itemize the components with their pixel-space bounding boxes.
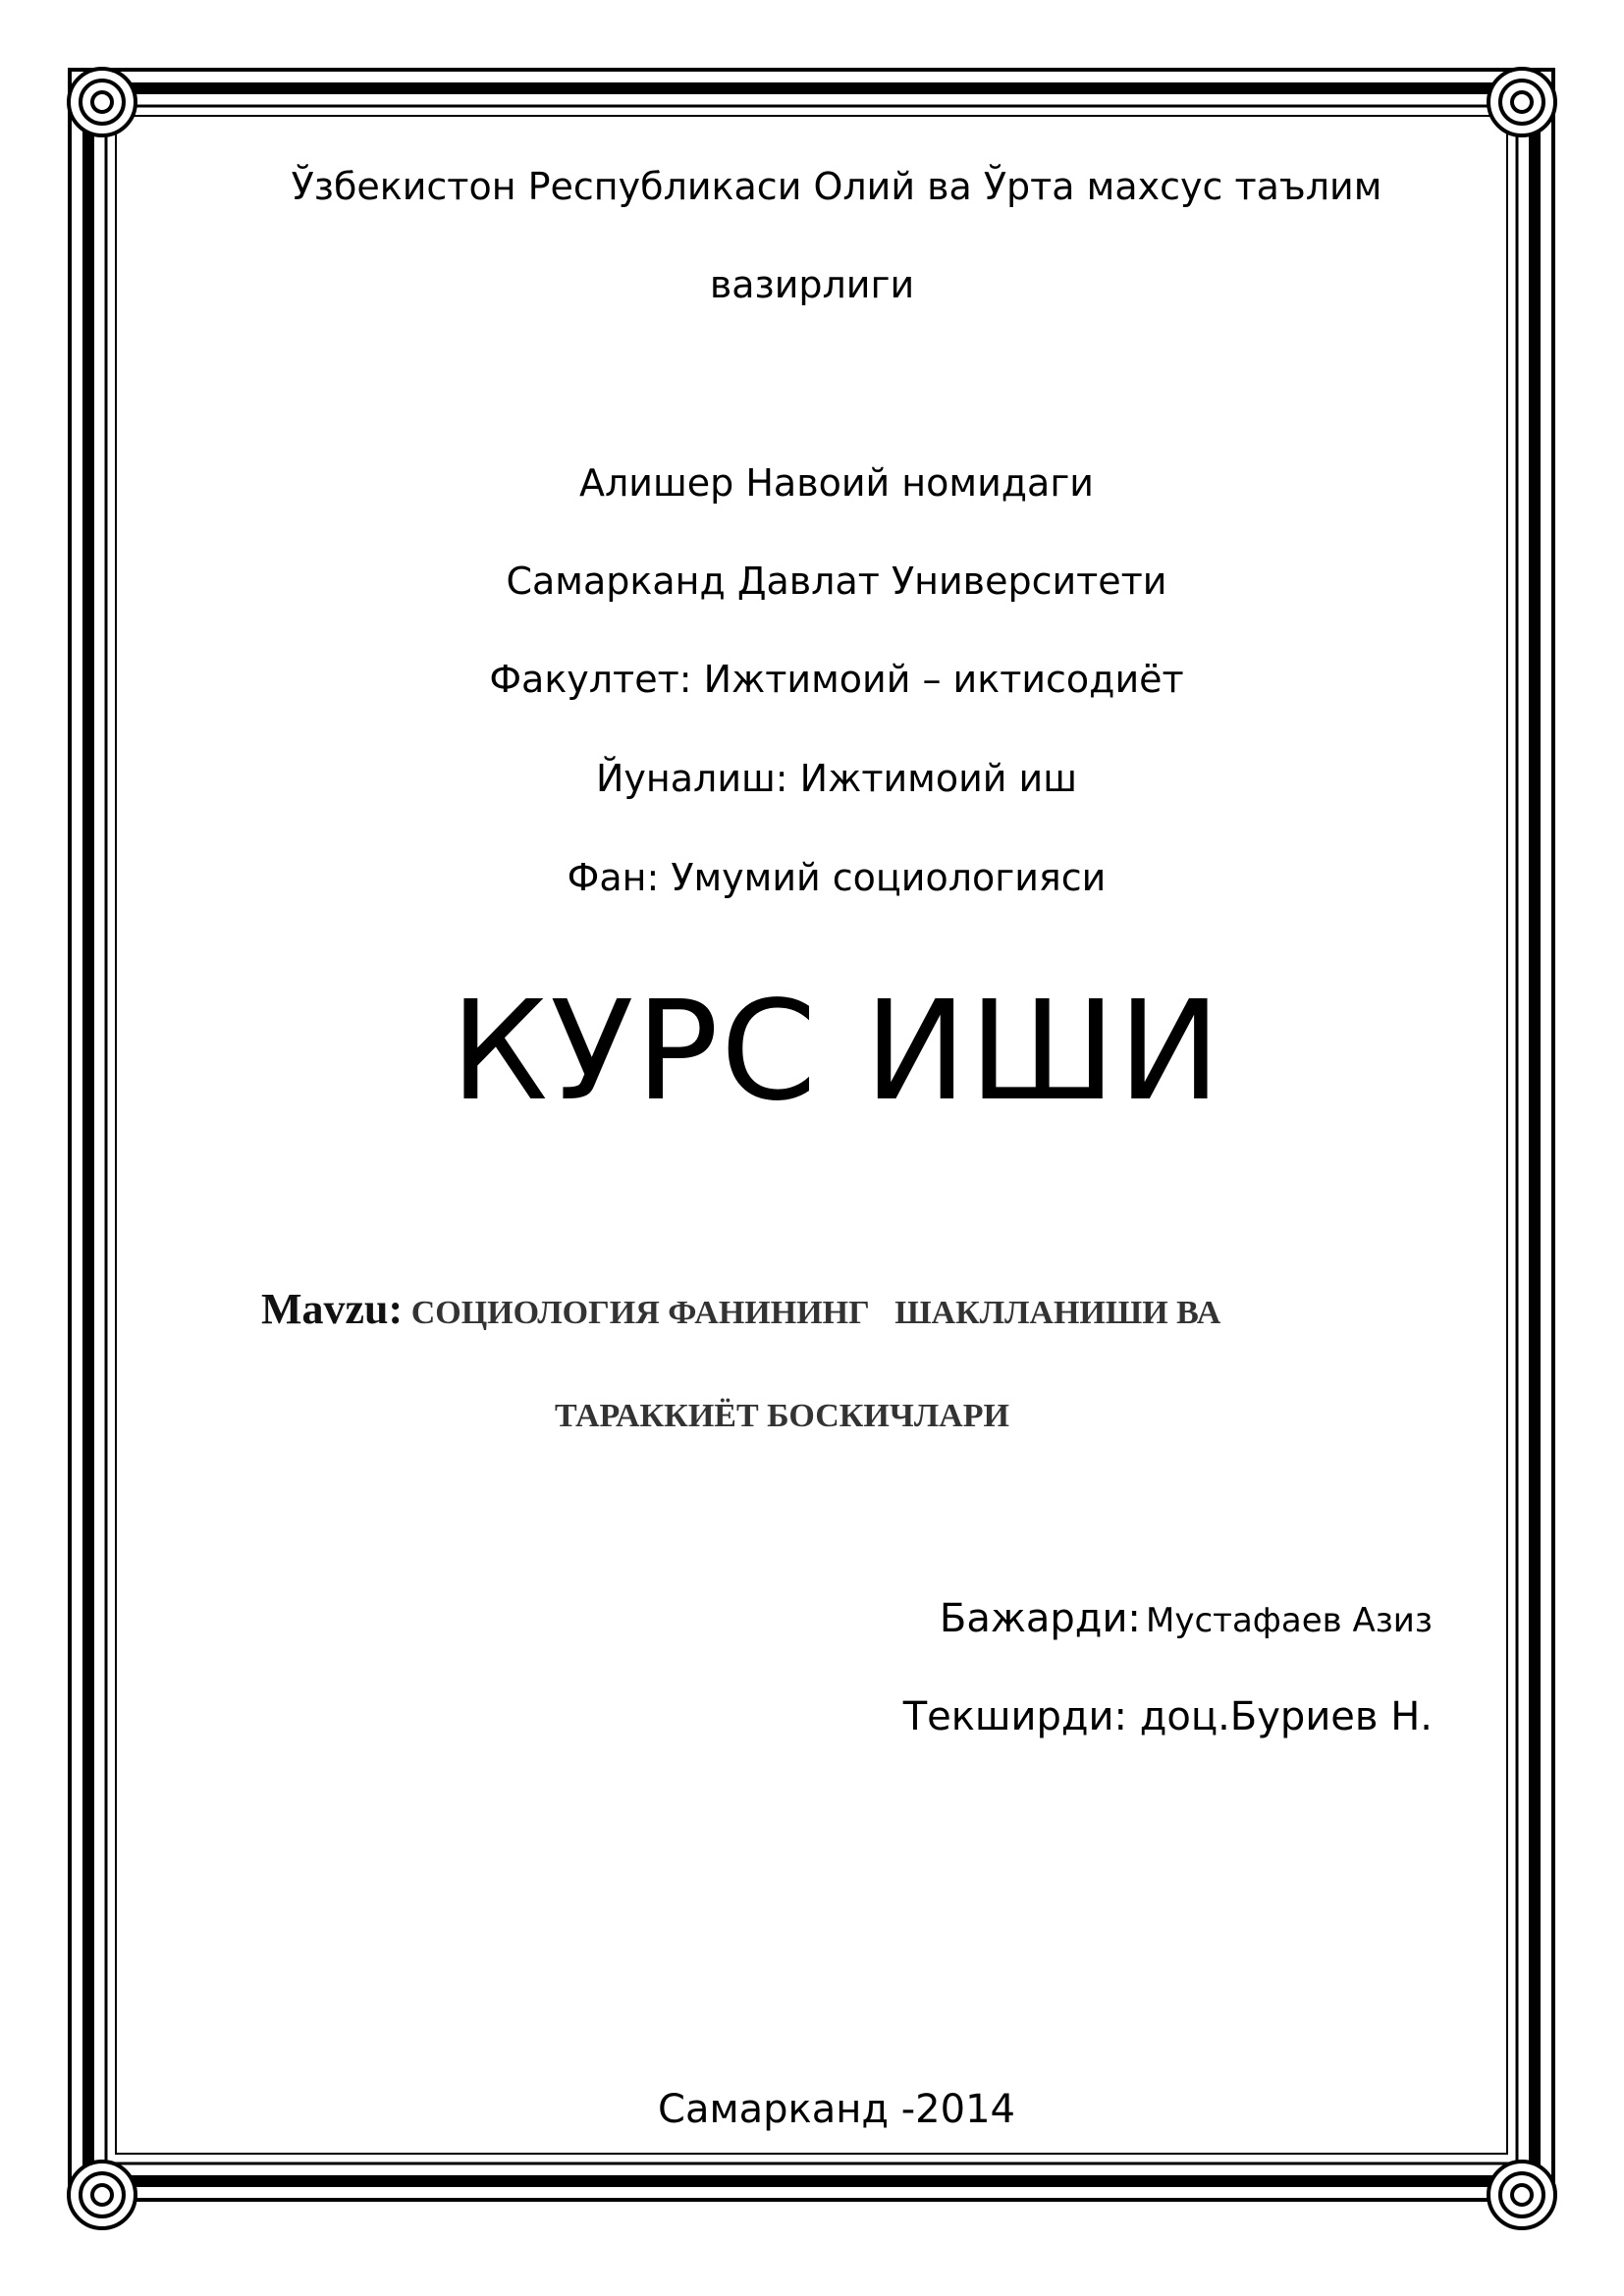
topic-text-1: СОЦИОЛОГИЯ ФАНИНИНГ ШАКЛЛАНИШИ ВА [410,1295,1221,1331]
corner-ornament-top-right [1489,69,1555,135]
topic-line-1 [261,1284,1220,1334]
direction-line: Йуналиш: Ижтимоий иш [595,757,1078,800]
subject-line: Фан: Умумий социологияси [567,856,1107,899]
corner-ornament-top-left [69,69,135,135]
topic-label: Mavzu: [261,1285,404,1333]
university-line-1: Алишер Навоий номидаги [579,461,1094,505]
performed-by [940,1596,1433,1641]
city-year: Самарканд -2014 [658,2087,1015,2132]
checked-by: Текширди: доц.Буриев Н. [902,1694,1433,1739]
document-title: КУРС ИШИ [450,972,1223,1132]
topic-line-2: ТАРАККИЁТ БОСКИЧЛАРИ [555,1398,1009,1434]
university-line-2: Самарканд Давлат Университети [506,560,1167,603]
performed-label: Бажарди: [939,1596,1141,1641]
performed-name: Мустафаев Азиз [1146,1601,1433,1640]
corner-ornament-bottom-left [69,2162,135,2228]
corner-ornament-bottom-right [1489,2162,1555,2228]
faculty-line: Факултет: Ижтимоий – иктисодиёт [489,658,1184,701]
ministry-line-1: Ўзбекистон Республикаси Олий ва Ўрта махсус таълим [291,165,1382,208]
ministry-line-2: вазирлиги [709,263,915,306]
